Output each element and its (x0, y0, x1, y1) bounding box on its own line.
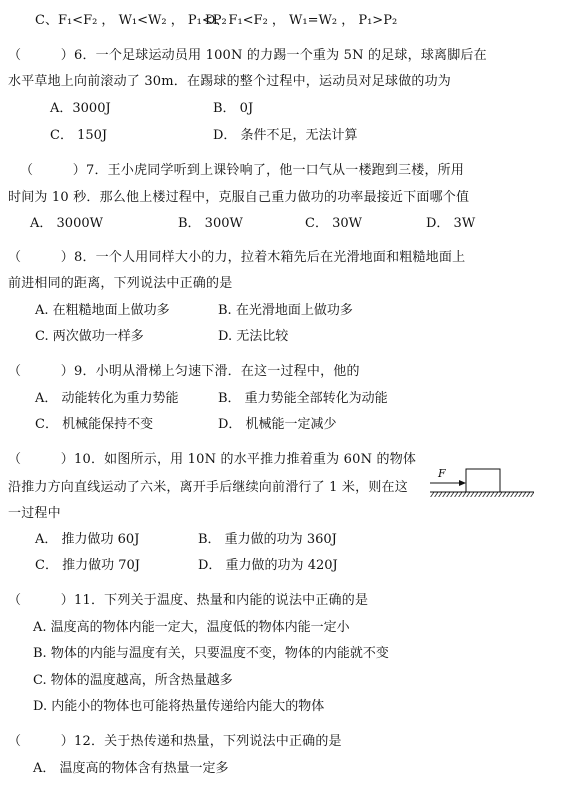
question-6-option-b: B． 0J (213, 101, 254, 116)
question-11-option-a: A. 温度高的物体内能一定大，温度低的物体内能一定小 (33, 620, 350, 635)
question-9-option-a: A． 动能转化为重力势能 (35, 391, 179, 406)
question-7-option-a: A． 3000W (30, 216, 103, 231)
block (466, 469, 500, 492)
question-6-option-a: A．3000J (50, 101, 111, 116)
question-7-line-1: （ ）7．王小虎同学听到上课铃响了，他一口气从一楼跑到三楼，所用 (20, 163, 465, 178)
top-option-d: D、F₁<F₂ ， W₁=W₂ ， P₁>P₂ (205, 13, 398, 28)
question-7-line-2: 时间为 10 秒．那么他上楼过程中，克服自己重力做功的功率最接近下面哪个值 (8, 190, 470, 205)
question-8-option-d: D. 无法比较 (218, 329, 289, 344)
question-9-option-c: C． 机械能保持不变 (35, 417, 154, 432)
question-10-line-3: 一过程中 (8, 506, 61, 521)
question-6-option-c: C． 150J (50, 128, 108, 143)
question-7-option-c: C． 30W (305, 216, 362, 231)
question-8-option-c: C. 两次做功一样多 (35, 329, 144, 344)
question-11-option-c: C. 物体的温度越高，所含热量越多 (33, 673, 233, 688)
question-6-option-d: D． 条件不足，无法计算 (213, 128, 358, 143)
question-7-option-d: D． 3W (426, 216, 476, 231)
question-6-line-2: 水平草地上向前滚动了 30m．在踢球的整个过程中，运动员对足球做的功为 (8, 74, 452, 89)
question-10-option-d: D． 重力做的功为 420J (198, 558, 338, 573)
question-10-line-1: （ ）10．如图所示，用 10N 的水平推力推着重为 60N 的物体 (8, 452, 417, 467)
question-8-option-a: A. 在粗糙地面上做功多 (35, 303, 170, 318)
question-12-line-1: （ ）12．关于热传递和热量，下列说法中正确的是 (8, 734, 342, 749)
question-9-option-d: D． 机械能一定减少 (218, 417, 337, 432)
question-11-option-d: D. 内能小的物体也可能将热量传递给内能大的物体 (33, 699, 325, 714)
force-label: F (438, 467, 446, 480)
question-8-line-1: （ ）8．一个人用同样大小的力，拉着木箱先后在光滑地面和粗糙地面上 (8, 250, 466, 265)
question-11-option-b: B. 物体的内能与温度有关，只要温度不变，物体的内能就不变 (33, 646, 389, 661)
question-11-line-1: （ ）11．下列关于温度、热量和内能的说法中正确的是 (8, 593, 369, 608)
question-10-option-c: C． 推力做功 70J (35, 558, 140, 573)
question-10-option-a: A． 推力做功 60J (35, 532, 140, 547)
question-7-option-b: B． 300W (178, 216, 243, 231)
question-10-line-2: 沿推力方向直线运动了六米，离开手后继续向前滑行了 1 米，则在这 (8, 480, 408, 495)
top-option-c: C、F₁<F₂ ， W₁<W₂ ， P₁<P₂ (35, 13, 227, 28)
force-arrow-head (459, 480, 466, 486)
question-8-line-2: 前进相同的距离，下列说法中正确的是 (8, 276, 233, 291)
question-6-line-1: （ ）6．一个足球运动员用 100N 的力踢一个重为 5N 的足球，球离脚后在 (8, 48, 487, 63)
question-12-option-a: A． 温度高的物体含有热量一定多 (33, 761, 229, 776)
question-9-line-1: （ ）9．小明从滑梯上匀速下滑．在这一过程中，他的 (8, 364, 360, 379)
question-8-option-b: B. 在光滑地面上做功多 (218, 303, 353, 318)
question-9-option-b: B． 重力势能全部转化为动能 (218, 391, 388, 406)
question-10-option-b: B． 重力做的功为 360J (198, 532, 337, 547)
ground-hatch (430, 492, 534, 497)
force-box-figure (426, 462, 538, 504)
